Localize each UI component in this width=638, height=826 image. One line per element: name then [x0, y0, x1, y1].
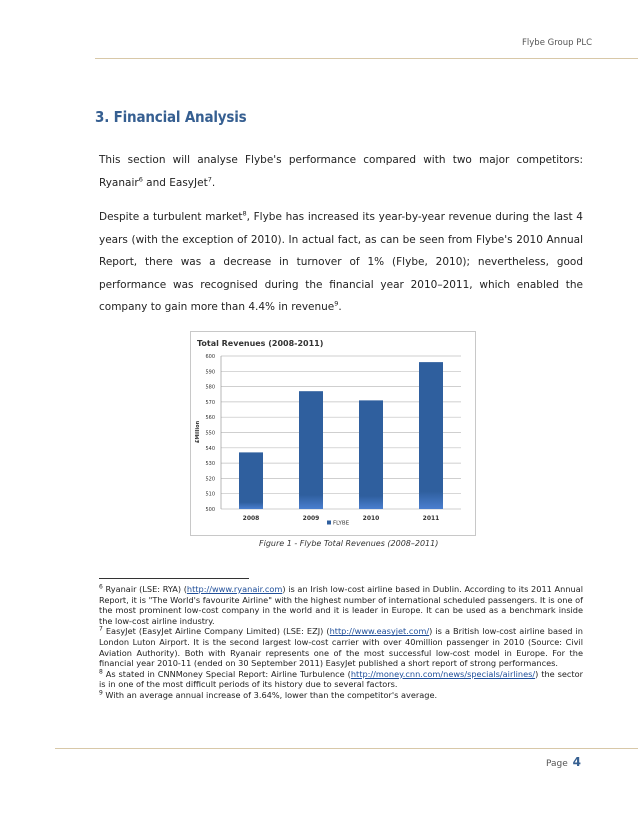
- y-tick-label: 520: [205, 476, 215, 483]
- footnote-number: 9: [99, 689, 103, 697]
- paragraph-text: .: [338, 301, 342, 313]
- footnote-text: Ryanair (LSE: RYA) (: [102, 584, 187, 594]
- footnote-9: [99, 690, 583, 701]
- y-tick-label: 570: [205, 399, 215, 406]
- page-number-value: 4: [572, 755, 581, 769]
- paragraph-text: .: [211, 176, 216, 189]
- cnn-money-link[interactable]: http://money.cnn.com/news/specials/airlines/: [350, 668, 536, 679]
- y-tick-label: 580: [205, 384, 215, 391]
- footnote-text: ) is an Irish low-cost airline based in Dublin. According to its 2011 Annual Report, it is "The World's favourite Airline" with the highest number of international scheduled passengers. It is one of the most prominent low-cost company in the world and it is leader in Europe. It can be used as a benchmark inside the low-cost airline industry.: [99, 584, 584, 626]
- footnote-ref[interactable]: 7: [207, 175, 212, 183]
- footnote-6: [99, 584, 583, 626]
- footnote-divider: [99, 578, 249, 579]
- section-title: 3. Financial Analysis: [95, 108, 247, 126]
- revenue-chart: [190, 331, 476, 536]
- footnote-8: [99, 669, 583, 690]
- easyjet-link[interactable]: http://www.easyjet.com/: [329, 626, 430, 637]
- footnote-ref[interactable]: 6: [138, 175, 143, 183]
- header-company-name: Flybe Group PLC: [522, 38, 592, 48]
- bar-2008: [239, 452, 263, 509]
- revenue-chart-svg: [191, 332, 475, 535]
- chart-title: Total Revenues (2008-2011): [197, 339, 324, 348]
- y-tick-label: 540: [205, 445, 215, 452]
- x-tick-label: 2008: [242, 515, 260, 522]
- paragraph-intro: [99, 149, 583, 194]
- footnote-ref[interactable]: 8: [242, 209, 247, 218]
- y-tick-label: 530: [205, 461, 215, 468]
- footnote-text: ) is a British low-cost airline based in London Luton Airport. It is the second largest low-cost carrier with over 40million passenger in 2010 (Source: Civil Aviation Authority). Both with Ryanair represents one of the most successful low-cost model in Europe. For the financial year 2010-11 (ended on 30 September 2011) EasyJet published a short report of strong performances.: [99, 626, 583, 669]
- x-tick-label: 2009: [302, 515, 320, 522]
- y-tick-label: 550: [205, 430, 215, 437]
- bar-2009: [299, 391, 323, 509]
- footnote-ref[interactable]: 9: [334, 299, 339, 308]
- footnote-number: 6: [99, 583, 103, 591]
- footnote-7: [99, 626, 583, 668]
- bar-2010: [359, 400, 383, 509]
- footnote-text: ) the sector is in one of the most difficult periods of its history due to several factors.: [99, 668, 583, 690]
- figure-caption: Figure 1 - Flybe Total Revenues (2008–2011): [259, 539, 439, 548]
- y-tick-label: 500: [205, 507, 215, 513]
- paragraph-text: This section will analyse Flybe's performance compared with two major competitors: Ryanair: [99, 154, 583, 189]
- page-number: [546, 755, 581, 769]
- paragraph-text: Despite a turbulent market: [99, 211, 243, 223]
- ryanair-link[interactable]: http://www.ryanair.com: [186, 584, 283, 594]
- page-label: Page: [545, 759, 568, 769]
- footnote-number: 7: [99, 625, 103, 633]
- footnote-number: 8: [99, 668, 103, 676]
- legend-label: FLYBE: [333, 520, 350, 527]
- header-divider: [95, 58, 638, 59]
- x-tick-label: 2010: [362, 515, 380, 522]
- chart-y-axis-label: £Million: [195, 420, 201, 444]
- y-tick-label: 600: [205, 354, 215, 360]
- y-tick-label: 560: [205, 415, 215, 422]
- paragraph-revenue: [99, 206, 583, 319]
- x-tick-label: 2011: [422, 515, 440, 522]
- y-tick-label: 590: [205, 369, 215, 376]
- paragraph-text: , Flybe has increased its year-by-year revenue during the last 4 years (with the exception of 2010). In actual fact, as can be seen from Flybe's 2010 Annual Report, there was a decrease in turnover of 1% (Flybe, 2010); nevertheless, good performance was recognised during the financial year 2010–2011, which enabled the company to gain more than 4.4% in revenue: [99, 211, 583, 313]
- y-tick-label: 510: [205, 491, 215, 498]
- footer-divider: [55, 748, 638, 749]
- footnote-text: With an average annual increase of 3.64%, lower than the competitor's average.: [102, 689, 438, 700]
- footnote-text: EasyJet (EasyJet Airline Company Limited) (LSE: EZJ) (: [102, 626, 330, 637]
- footnote-text: As stated in CNNMoney Special Report: Airline Turbulence (: [102, 668, 351, 679]
- footnotes: [99, 584, 583, 701]
- paragraph-text: and EasyJet: [142, 176, 208, 189]
- bar-2011: [419, 362, 443, 509]
- legend-swatch: [327, 521, 331, 525]
